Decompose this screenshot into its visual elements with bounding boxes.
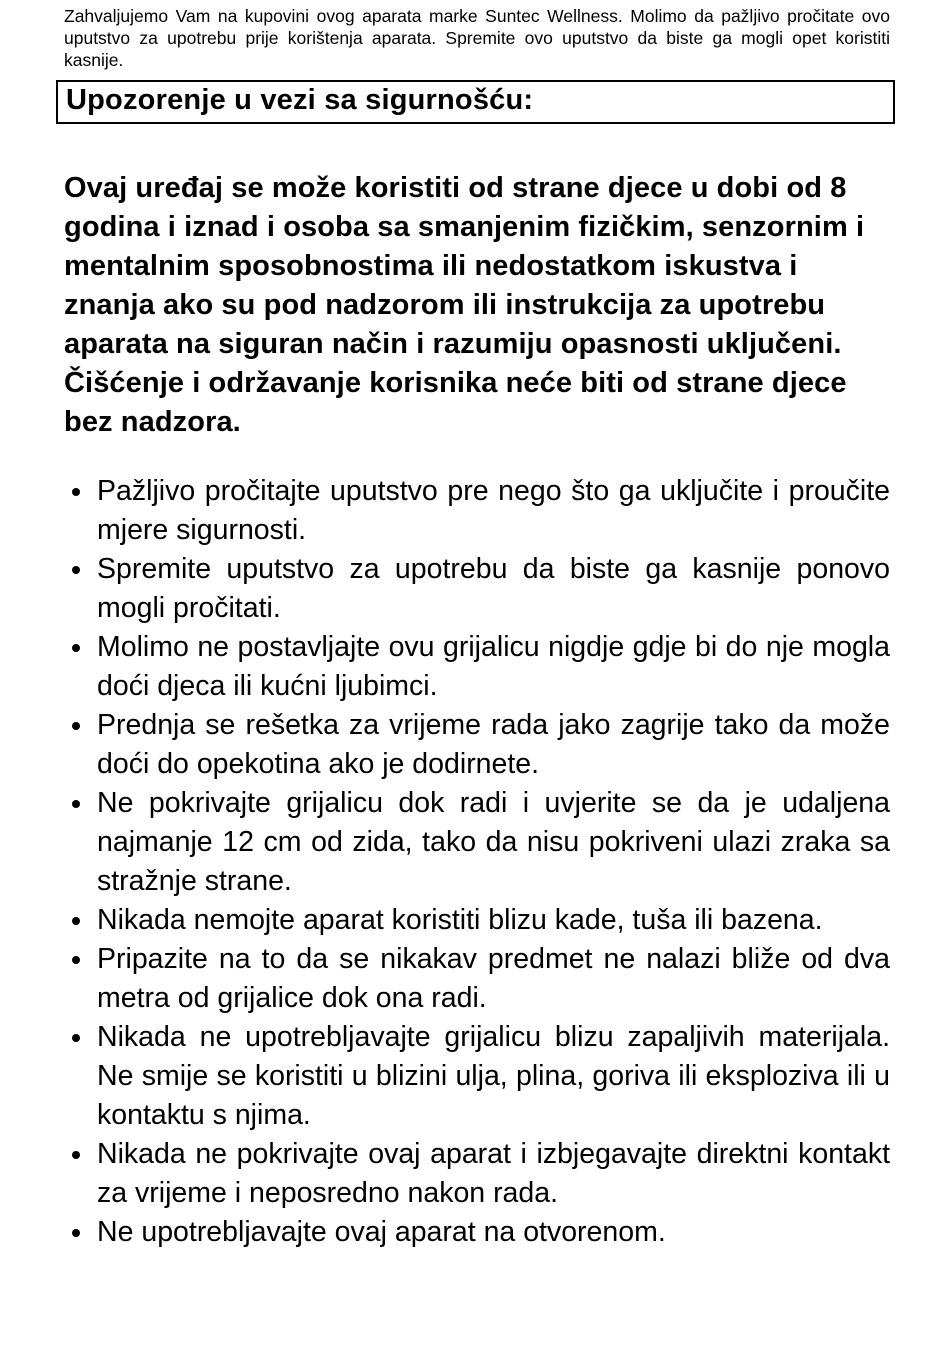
list-item: • Nikada nemojte aparat koristiti blizu kade, tuša ili bazena. [95,901,890,940]
safety-bullet-list [64,472,890,1252]
list-item: • Ne upotrebljavajte ovaj aparat na otvorenom. [95,1213,890,1252]
list-item: • Prednja se rešetka za vrijeme rada jako zagrije tako da može doći do opekotina ako je dodirnete. [95,706,890,784]
warning-box [56,80,895,124]
list-item: • Ne pokrivajte grijalicu dok radi i uvjerite se da je udaljena najmanje 12 cm od zida, tako da nisu pokriveni ulazi zraka sa stražnje strane. [95,784,890,901]
list-item: • Nikada ne pokrivajte ovaj aparat i izbjegavajte direktni kontakt za vrijeme i neposredno nakon rada. [95,1135,890,1213]
list-item: • Molimo ne postavljajte ovu grijalicu nigdje gdje bi do nje mogla doći djeca ili kućni ljubimci. [95,628,890,706]
list-item: • Pripazite na to da se nikakav predmet ne nalazi bliže od dva metra od grijalice dok ona radi. [95,940,890,1018]
safety-paragraph: Ovaj uređaj se može koristiti od strane djece u dobi od 8 godina i iznad i osoba sa smanjenim fizičkim, senzornim i mentalnim sposobnostima ili nedostatkom iskustva i znanja ako su pod nadzorom ili instrukcija za upotrebu aparata na siguran način i razumiju opasnosti uključeni. Čišćenje i održavanje korisnika neće biti od strane djece bez nadzora. [64,172,865,438]
list-item: • Pažljivo pročitajte uputstvo pre nego što ga uključite i proučite mjere sigurnosti. [95,472,890,550]
list-item: • Nikada ne upotrebljavajte grijalicu blizu zapaljivih materijala. Ne smije se koristiti u blizini ulja, plina, goriva ili eksploziva ili u kontaktu s njima. [95,1018,890,1135]
list-item: • Spremite uputstvo za upotrebu da biste ga kasnije ponovo mogli pročitati. [95,550,890,628]
warning-box-title: Upozorenje u vezi sa sigurnošću: [66,84,534,116]
intro-paragraph: Zahvaljujemo Vam na kupovini ovog aparata marke Suntec Wellness. Molimo da pažljivo pročitate ovo uputstvo za upotrebu prije korištenja aparata. Spremite ovo uputstvo da biste ga mogli opet koristiti kasnije. [64,6,890,70]
